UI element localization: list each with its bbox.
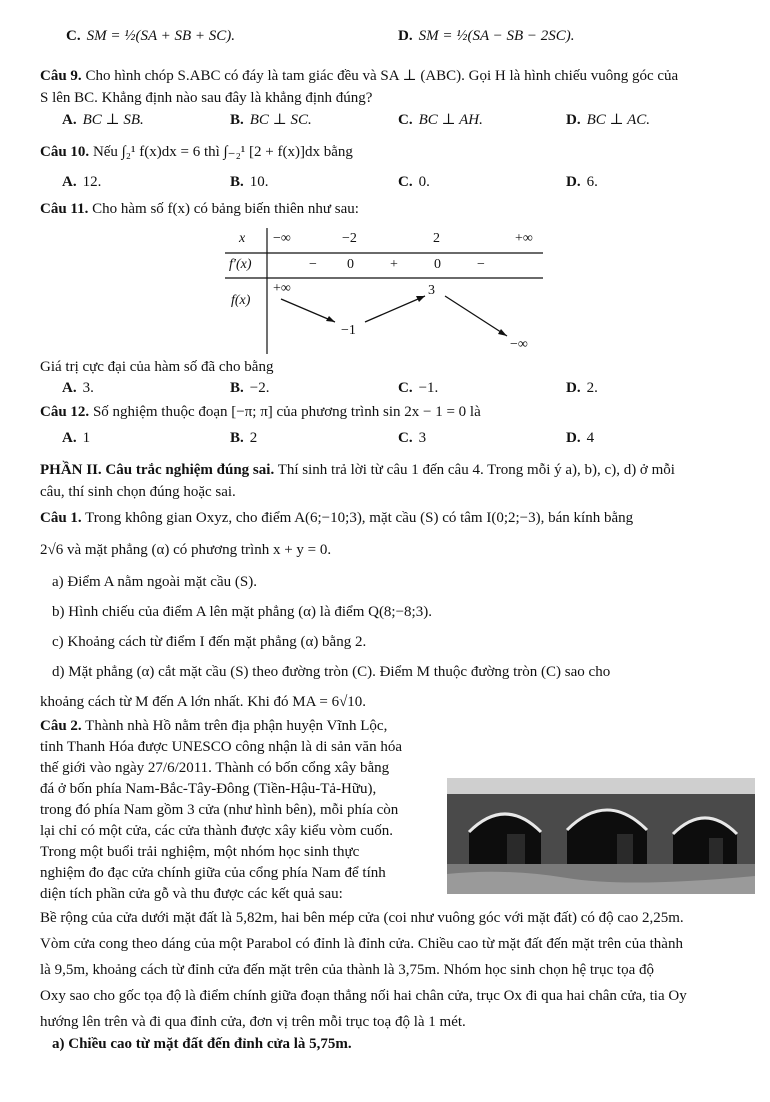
vt-x-2: 2: [433, 231, 440, 246]
p2q2-line-1: tỉnh Thanh Hóa được UNESCO công nhận là di sản văn hóa: [40, 739, 402, 755]
q8-option-d: D. SM = ½(SA − SB − 2SC).: [398, 28, 575, 44]
q8-option-c: C. SM = ½(SA + SB + SC).: [66, 28, 236, 44]
p2q2-line-4: trong đó phía Nam gồm 3 cửa (như hình bên), mỗi phía còn: [40, 802, 399, 818]
q9-label: Câu 9.: [40, 68, 82, 84]
vt-f-0: +∞: [273, 281, 291, 296]
citadel-gate-photo: [447, 778, 755, 894]
q11-option-d: D. 2.: [566, 380, 598, 396]
q9-line2: S lên BC. Khẳng định nào sau đây là khẳng định đúng?: [40, 90, 373, 106]
part2-intro-1: Thí sinh trả lời từ câu 1 đến câu 4. Trong mỗi ý a), b), c), d) ở mỗi: [277, 462, 675, 478]
q12-option-b: B. 2: [230, 430, 258, 446]
part2-intro-line2: câu, thí sinh chọn đúng hoặc sai.: [40, 484, 236, 500]
q9-option-d: D. BC ⊥ AC.: [566, 112, 651, 128]
arrow-down-1: [281, 299, 335, 322]
p2q1-text-1: Trong không gian Oxyz, cho điểm A(6;−10;3), mặt cầu (S) có tâm I(0;2;−3), bán kính bằng: [85, 510, 634, 526]
vt-fp-0: −: [309, 257, 317, 272]
q9-option-a: A. BC ⊥ SB.: [62, 112, 144, 128]
vt-x-label: x: [239, 231, 246, 246]
p2q2-full-line-0: Bề rộng của cửa dưới mặt đất là 5,82m, hai bên mép cửa (coi như vuông góc với mặt đất) có độ cao 2,25m.: [40, 910, 684, 926]
p2q2-line-2: thế giới vào ngày 27/6/2011. Thành có bốn cổng xây bằng: [40, 760, 390, 776]
p2q1-statement-a: a) Điểm A nằm ngoài mặt cầu (S).: [52, 574, 257, 590]
q9-option-b: B. BC ⊥ SC.: [230, 112, 312, 128]
p2q2-full-line-1: Vòm cửa cong theo dáng của một Parabol có đỉnh là đỉnh cửa. Chiều cao từ mặt đất đến mặt trên của thành: [40, 936, 683, 952]
q9-line1: [40, 66, 678, 86]
q10-option-d: D. 6.: [566, 174, 598, 190]
q12-label: Câu 12.: [40, 404, 90, 420]
q10-line: [40, 142, 353, 162]
p2q2-statement-a: a) Chiều cao từ mặt đất đến đỉnh cửa là 5,75m.: [52, 1036, 352, 1052]
p2q1-statement-b: b) Hình chiếu của điểm A lên mặt phẳng (α) là điểm Q(8;−8;3).: [52, 604, 432, 620]
p2q2-line-3: đá ở bốn phía Nam-Bắc-Tây-Đông (Tiền-Hậu-Tả-Hữu),: [40, 781, 377, 797]
p2q2-line-5: lại chỉ có một cửa, các cửa thành được xây kiểu vòm cuốn.: [40, 823, 394, 839]
vt-f-3: −∞: [510, 337, 528, 352]
p2q2-label: Câu 2.: [40, 718, 82, 734]
p2q2-line-8: diện tích phần cửa gỗ và thu được các kết quả sau:: [40, 886, 343, 902]
arrow-up: [365, 296, 425, 322]
q11-question: Giá trị cực đại của hàm số đã cho bằng: [40, 359, 274, 375]
p2q1-statement-c: c) Khoảng cách từ điểm I đến mặt phẳng (α) bằng 2.: [52, 634, 367, 650]
p2q2-line-6: Trong một buổi trải nghiệm, một nhóm học sinh thực: [40, 844, 360, 860]
p2q1-line1: [40, 508, 633, 528]
q11-option-c: C. −1.: [398, 380, 439, 396]
q12-text: Số nghiệm thuộc đoạn [−π; π] của phương trình sin 2x − 1 = 0 là: [92, 404, 481, 420]
q12-line: [40, 402, 481, 422]
q10-option-b: B. 10.: [230, 174, 269, 190]
vt-x-0: −∞: [273, 231, 291, 246]
vt-fp-4: −: [477, 257, 485, 272]
q10-label: Câu 10.: [40, 144, 90, 160]
vt-f-2: 3: [428, 283, 435, 298]
p2q1-statement-d-2: khoảng cách từ M đến A lớn nhất. Khi đó MA = 6√10.: [40, 694, 367, 710]
p2q2-full-line-2: là 9,5m, khoảng cách từ đỉnh cửa đến mặt trên của thành là 3,75m. Nhóm học sinh chọn hệ trục tọa độ: [40, 962, 655, 978]
p2q2-line-7: nghiệm đo đạc cửa chính giữa của cổng phía Nam để tính: [40, 865, 386, 881]
p2q2-full-line-3: Oxy sao cho gốc tọa độ là điểm chính giữa đoạn thẳng nối hai chân cửa, trục Ox đi qua hai chân cửa, tia Oy: [40, 988, 687, 1004]
q10-option-c: C. 0.: [398, 174, 430, 190]
part2-intro-line1: [40, 460, 675, 480]
vt-f-1: −1: [341, 323, 356, 338]
p2q2-line-0: Câu 2. Thành nhà Hồ nằm trên địa phận huyện Vĩnh Lộc,: [40, 718, 388, 734]
q11-label: Câu 11.: [40, 201, 89, 217]
q11-line: [40, 199, 359, 219]
q12-option-c: C. 3: [398, 430, 427, 446]
variation-table: [225, 226, 545, 354]
p2q1-line2: 2√6 và mặt phẳng (α) có phương trình x + y = 0.: [40, 542, 332, 558]
vt-fp-1: 0: [347, 257, 354, 272]
q8-option-d-expr: SM = ½(SA − SB − 2SC).: [418, 28, 575, 44]
q12-option-d: D. 4: [566, 430, 595, 446]
vt-f-label: f(x): [231, 293, 251, 308]
vt-fp-2: +: [390, 257, 398, 272]
p2q1-statement-d-1: d) Mặt phẳng (α) cắt mặt cầu (S) theo đường tròn (C). Điểm M thuộc đường tròn (C) sao cho: [52, 664, 611, 680]
q8-option-c-expr: SM = ½(SA + SB + SC).: [86, 28, 236, 44]
q10-option-a: A. 12.: [62, 174, 102, 190]
q12-option-a: A. 1: [62, 430, 91, 446]
vt-x-1: −2: [342, 231, 357, 246]
q9-text-1: Cho hình chóp S.ABC có đáy là tam giác đều và SA ⊥ (ABC). Gọi H là hình chiếu vuông góc của: [85, 68, 679, 84]
part2-title: PHẦN II. Câu trắc nghiệm đúng sai.: [40, 462, 275, 478]
q9-option-c: C. BC ⊥ AH.: [398, 112, 483, 128]
citadel-gate-drawing: [447, 778, 755, 894]
arrow-down-2: [445, 296, 507, 336]
q11-text: Cho hàm số f(x) có bảng biến thiên như sau:: [92, 201, 359, 217]
vt-fp-3: 0: [434, 257, 441, 272]
q11-option-b: B. −2.: [230, 380, 270, 396]
p2q2-full-line-4: hướng lên trên và đi qua đỉnh cửa, đơn vị trên mỗi trục toạ độ là 1 mét.: [40, 1014, 466, 1030]
vt-fp-label: f′(x): [229, 257, 252, 272]
p2q1-label: Câu 1.: [40, 510, 82, 526]
vt-x-3: +∞: [515, 231, 533, 246]
q11-option-a: A. 3.: [62, 380, 94, 396]
q10-text: Nếu ∫₂¹ f(x)dx = 6 thì ∫₋₂¹ [2 + f(x)]dx bằng: [92, 144, 353, 160]
